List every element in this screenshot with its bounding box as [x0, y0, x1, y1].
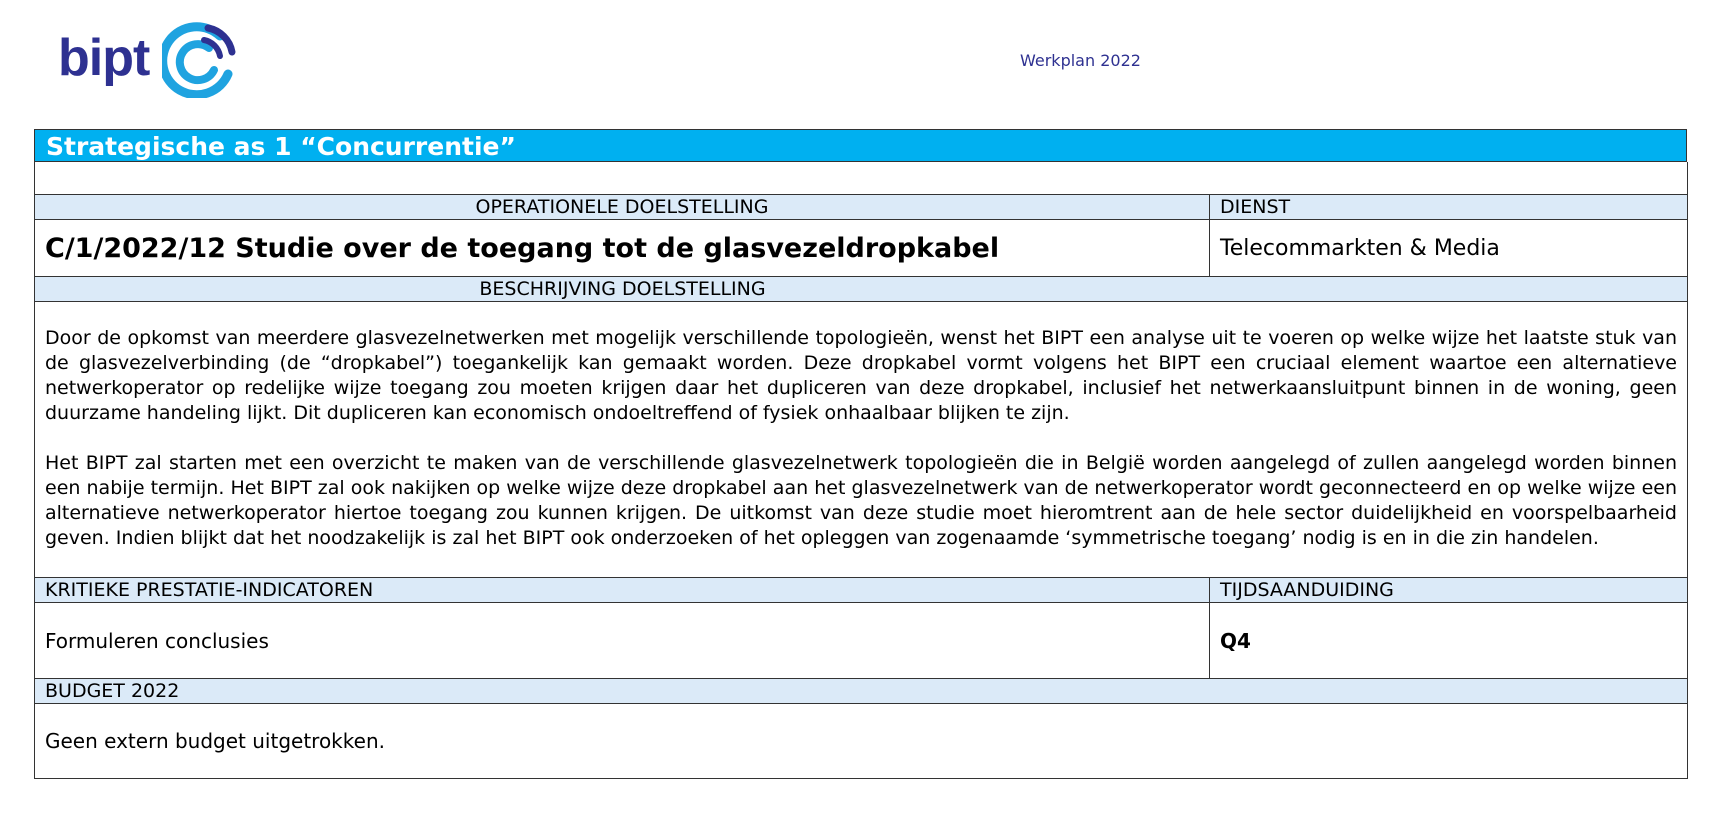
- description-paragraph-2: Het BIPT zal starten met een overzicht te maken van de verschillende glasvezelnetwerk topologieën die in België worden aangelegd of zullen aangelegd worden binnen een nabije termijn. Het BIPT zal ook nakijken op welke wijze deze dropkabel aan het glasvezelnetwerk van de netwerkoperator wordt geconnecteerd en op welke wijze een alternatieve netwerkoperator hiertoe toegang zou kunnen krijgen. De uitkomst van deze studie moet hieromtrent aan de hele sector duidelijkheid en voorspelbaarheid geven. Indien blijkt dat het noodzakelijk is zal het BIPT ook onderzoeken of het opleggen van zogenaamde ‘symmetrische toegang’ nodig is en in die zin handelen.: [45, 452, 1677, 549]
- timing-label: TIJDSAANDUIDING: [1210, 578, 1688, 603]
- description-label-row: [35, 277, 1688, 302]
- kpi-label: KRITIEKE PRESTATIE-INDICATOREN: [35, 578, 1210, 603]
- description-body: [35, 302, 1688, 578]
- objective-table: [34, 162, 1688, 779]
- timing-value: Q4: [1210, 603, 1688, 679]
- bipt-signal-icon: [162, 22, 238, 98]
- objective-row: [35, 220, 1688, 277]
- strategic-axis-banner: Strategische as 1 “Concurrentie”: [34, 129, 1687, 162]
- description-paragraph-1: Door de opkomst van meerdere glasvezelnetwerken met mogelijk verschillende topologieën, wenst het BIPT een analyse uit te voeren op welke wijze het laatste stuk van de glasvezelverbinding (de “dropkabel”) toegankelijk kan gemaakt worden. Deze dropkabel vormt volgens het BIPT een cruciaal element waartoe een alternatieve netwerkoperator op redelijke wijze toegang zou moeten krijgen daar het dupliceren van deze dropkabel, inclusief het netwerkaansluitpunt binnen in de woning, geen duurzame handeling lijkt. Dit dupliceren kan economisch ondoeltreffend of fysiek onhaalbaar blijken te zijn.: [45, 327, 1677, 424]
- objective-label-row: [35, 195, 1688, 220]
- dienst-value: Telecommarkten & Media: [1210, 220, 1688, 277]
- workplan-card: [34, 129, 1687, 779]
- budget-value: Geen extern budget uitgetrokken.: [35, 704, 1688, 779]
- page-header-title: Werkplan 2022: [1020, 51, 1141, 70]
- description-row: [35, 302, 1688, 578]
- operational-objective-label: OPERATIONELE DOELSTELLING: [35, 195, 1210, 220]
- logo-wordmark: bipt: [58, 29, 150, 87]
- kpi-value: Formuleren conclusies: [35, 603, 1210, 679]
- objective-title: C/1/2022/12 Studie over de toegang tot de glasvezeldropkabel: [35, 220, 1210, 277]
- budget-label: BUDGET 2022: [35, 679, 1688, 704]
- description-label: BESCHRIJVING DOELSTELLING: [479, 278, 766, 300]
- budget-label-row: [35, 679, 1688, 704]
- dienst-label: DIENST: [1210, 195, 1688, 220]
- bipt-logo: [58, 22, 238, 102]
- kpi-row: [35, 603, 1688, 679]
- budget-row: [35, 704, 1688, 779]
- kpi-label-row: [35, 578, 1688, 603]
- spacer-row: [35, 162, 1688, 195]
